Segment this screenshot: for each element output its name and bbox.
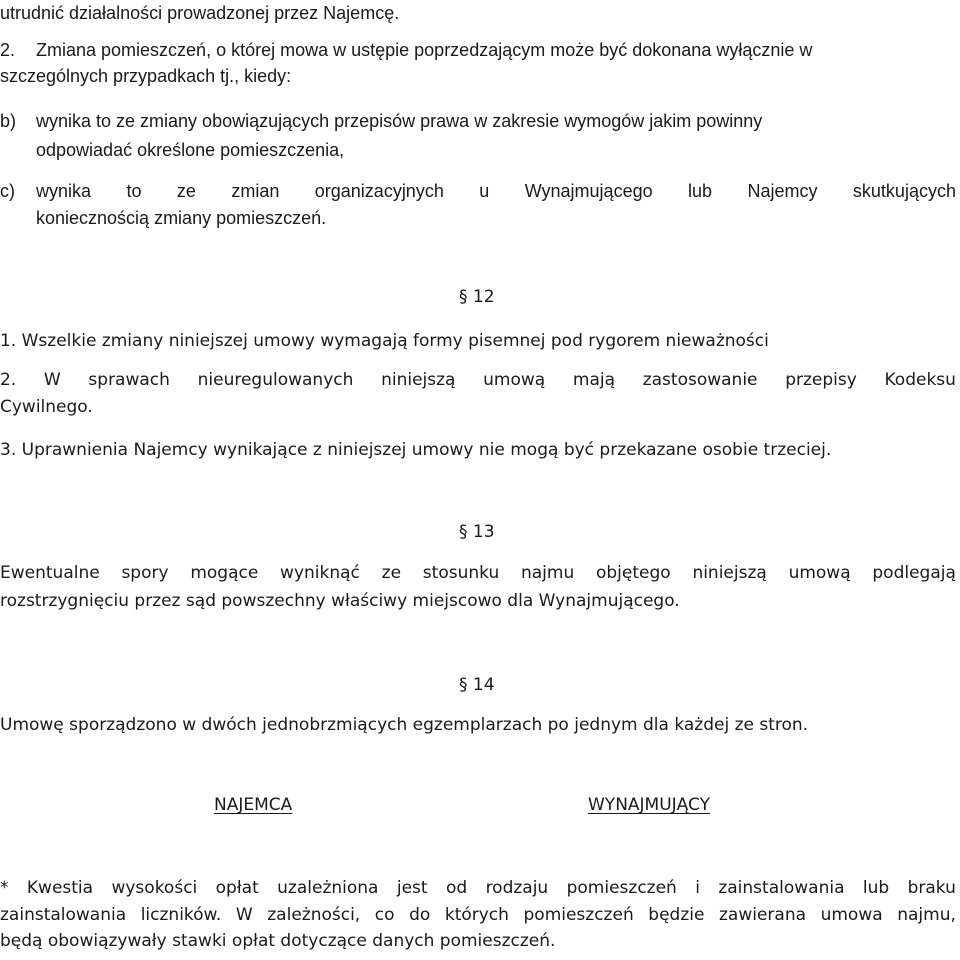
item-b-line2 (36, 141, 344, 159)
section-12-p2-line2: Cywilnego. (0, 397, 93, 417)
section-13-word: Ewentualne (0, 563, 100, 583)
item-c-text-line2: koniecznością zmiany pomieszczeń. (36, 208, 327, 228)
section-13-word: niniejszą (692, 563, 767, 583)
footnote-line1 (0, 880, 956, 897)
section-12-p3: 3. Uprawnienia Najemcy wynikające z niniejszej umowy nie mogą być przekazane osobie trzeciej. (0, 440, 832, 460)
section-12-p2-word: mają (572, 370, 616, 390)
footnote-line2 (0, 907, 956, 924)
section-12-p2-word: nieuregulowanych (197, 370, 354, 390)
footnote-l1-word: Kwestia (26, 878, 94, 898)
footnote-l1-word: zainstalowania (718, 878, 845, 898)
footnote-l2-word: najmu, (897, 905, 956, 925)
section-14-heading: § 14 (459, 675, 495, 695)
footnote-l2-word: których (444, 905, 509, 925)
item-c-word: to (126, 181, 142, 201)
item-c-word: u (479, 181, 490, 201)
footnote-l2-word: do (409, 905, 431, 925)
para2-number: 2. (0, 40, 16, 60)
section-12-p2-word: sprawach (88, 370, 170, 390)
item-c-text-line1 (36, 182, 956, 200)
section-12-p2-word: niniejszą (381, 370, 456, 390)
item-c-line2 (36, 209, 326, 227)
item-c-word: ze (176, 181, 196, 201)
footnote-l1-word: pomieszczeń (566, 878, 677, 898)
footnote-l2-word: umowa (820, 905, 883, 925)
item-c-word: wynika (36, 181, 92, 201)
footnote-l1-word: i (695, 878, 700, 898)
intro-text: utrudnić działalności prowadzonej przez Najemcę. (0, 3, 400, 23)
item-c-word: Najemcy (747, 181, 818, 201)
footnote-l1-word: braku (907, 878, 956, 898)
para2-line1 (0, 41, 958, 59)
section-13-word: spory (121, 563, 169, 583)
footnote-l1-word: lub (862, 878, 890, 898)
section-13-word: ze (381, 563, 402, 583)
footnote-l1-word: wysokości (111, 878, 198, 898)
footnote-l2-word: zależności, (267, 905, 361, 925)
item-c-letter: c) (0, 181, 15, 201)
item-b-letter: b) (0, 111, 17, 131)
footnote-l2-word: zawierana (719, 905, 807, 925)
footnote-l1-word: od (445, 878, 468, 898)
section-12-p2-line1 (0, 372, 956, 389)
section-13-word: podlegają (872, 563, 956, 583)
section-13-word: najmu (520, 563, 575, 583)
section-12-p2-word: 2. (0, 370, 17, 390)
item-c-line1 (0, 182, 956, 200)
intro-line (0, 4, 399, 22)
item-c-word: lub (688, 181, 713, 201)
section-13-line1 (0, 565, 956, 582)
section-13-word: wyniknąć (280, 563, 360, 583)
section-12-heading: § 12 (459, 287, 495, 307)
section-12-p1: 1. Wszelkie zmiany niniejszej umowy wymagają formy pisemnej pod rygorem nieważności (0, 331, 769, 351)
footnote-l1-word: uzależniona (277, 878, 379, 898)
footnote-l2-word: pomieszczeń (523, 905, 634, 925)
item-c-word: skutkujących (852, 181, 956, 201)
footnote-line3: będą obowiązywały stawki opłat dotyczące danych pomieszczeń. (0, 931, 556, 951)
section-13-heading: § 13 (459, 522, 495, 542)
footnote-l2-word: W (235, 905, 253, 925)
section-12-p2-word: zastosowanie (642, 370, 758, 390)
footnote-l1-word: * (0, 878, 9, 898)
section-13-word: mogące (190, 563, 259, 583)
section-13-word: objętego (595, 563, 671, 583)
item-b-text-line1: wynika to ze zmiany obowiązujących przepisów prawa w zakresie wymogów jakim powinny (36, 111, 763, 131)
signature-wynajmujacy: WYNAJMUJĄCY (588, 795, 710, 815)
item-b-line1 (0, 112, 762, 130)
section-12-p2-word: W (43, 370, 61, 390)
footnote-l2-word: liczników. (140, 905, 222, 925)
section-13-word: umową (788, 563, 851, 583)
section-12-p2-word: przepisy (785, 370, 857, 390)
para2-text-line1: Zmiana pomieszczeń, o której mowa w ustępie poprzedzającym może być dokonana wyłącznie w (36, 40, 813, 60)
item-c-word: zmian (231, 181, 280, 201)
item-c-word: Wynajmującego (524, 181, 653, 201)
footnote-l1-word: rodzaju (485, 878, 549, 898)
footnote-l2-word: zainstalowania (0, 905, 127, 925)
footnote-l2-word: co (374, 905, 395, 925)
footnote-l1-word: jest (396, 878, 428, 898)
signature-najemca: NAJEMCA (214, 795, 293, 815)
item-c-word: organizacyjnych (314, 181, 444, 201)
footnote-l1-word: opłat (215, 878, 259, 898)
footnote-l2-word: będzie (648, 905, 705, 925)
section-12-p2-word: umową (483, 370, 546, 390)
item-b-text-line2: odpowiadać określone pomieszczenia, (36, 140, 345, 160)
para2-text-line2: szczególnych przypadkach tj., kiedy: (0, 66, 292, 86)
section-12-p2-word: Kodeksu (884, 370, 956, 390)
para2-line2 (0, 67, 291, 85)
section-13-word: stosunku (422, 563, 500, 583)
section-14-line1: Umowę sporządzono w dwóch jednobrzmiących egzemplarzach po jednym dla każdej ze stron. (0, 715, 809, 735)
section-13-line2: rozstrzygnięciu przez sąd powszechny właściwy miejscowo dla Wynajmującego. (0, 591, 680, 611)
